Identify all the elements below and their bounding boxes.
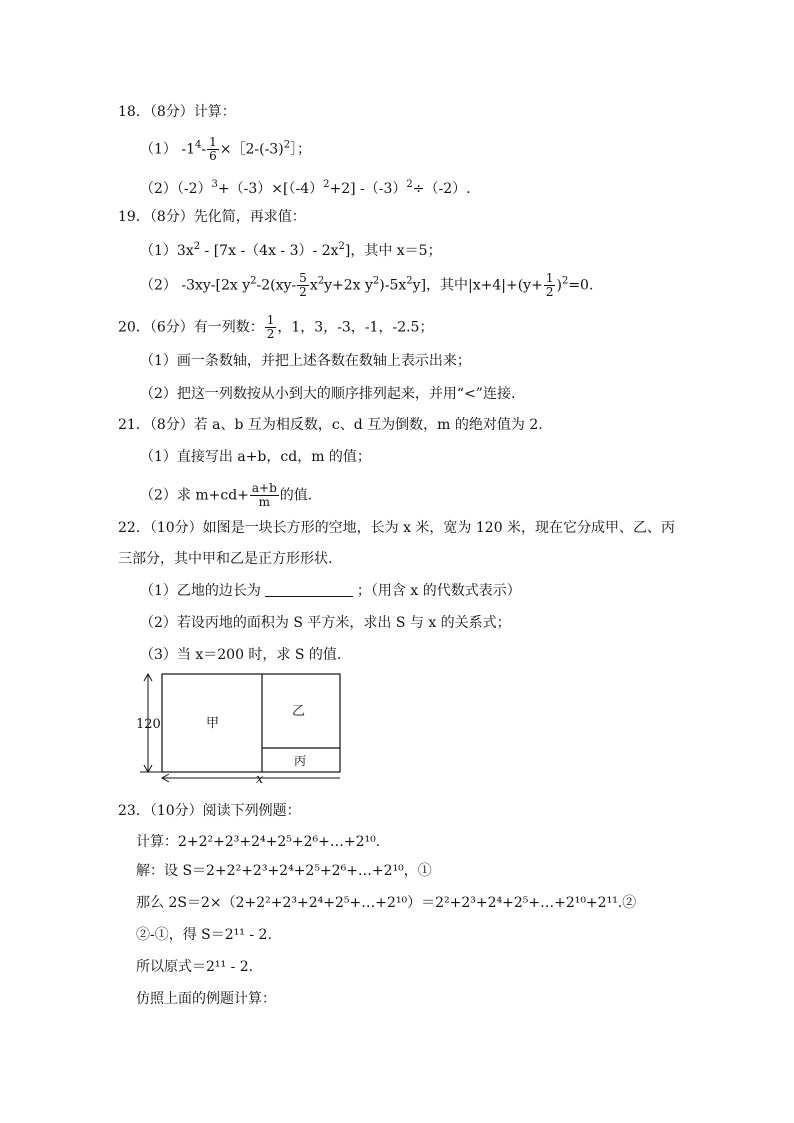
q18-p2-text-b: +（-3）×[（-4） [217, 181, 324, 197]
q19-part2 [140, 272, 593, 299]
q21-frac-numerator: a+b [251, 481, 277, 495]
q18-p1-frac-numerator: 1 [209, 135, 217, 149]
q22-p1-text-a: （1）乙地的边长为 [140, 583, 261, 599]
label-yi: 乙 [292, 704, 306, 719]
q19-part1 [140, 238, 442, 260]
q21-frac-denominator: m [258, 495, 271, 509]
label-jia: 甲 [206, 716, 220, 731]
q22-heading-line2: 三部分，其中甲和乙是正方形形状. [118, 551, 333, 567]
q19-p2-text-d: y+2x y [324, 277, 373, 294]
q19-p2-text-f: y]，其中|x+4|+(y+ [412, 277, 543, 294]
q19-p2-frac-denominator: 2 [299, 285, 307, 299]
q19-p2-text-b: -2(xy- [256, 277, 297, 294]
q21-p2-fraction [250, 482, 279, 509]
q21-p2-text-b: 的值. [279, 487, 313, 504]
outer-rectangle [162, 674, 340, 772]
q19-p2-exponent-4: 2 [406, 275, 413, 287]
q18-part2 [140, 176, 471, 198]
q22-part3: （3）当 x＝200 时，求 S 的值. [140, 647, 342, 663]
q18-p2-exponent-2: 2 [323, 179, 330, 190]
q19-p1-exponent-1: 2 [193, 241, 201, 252]
q19-p2-frac2-numerator: 1 [545, 271, 554, 285]
q18-p2-text-d: ÷（-2）. [412, 181, 471, 197]
q18-p1-fraction [207, 136, 219, 163]
q23-solution-line5: 仿照上面的例题计算： [136, 991, 276, 1007]
q18-p2-exponent-1: 3 [211, 179, 218, 190]
q20-part1: （1）画一条数轴，并把上述各数在数轴上表示出来； [140, 353, 471, 369]
q18-heading: 18．（8分）计算： [118, 104, 236, 120]
q18-p1-exponent: 4 [195, 139, 202, 151]
q22-p1-text-b: ；（用含 x 的代数式表示） [356, 583, 521, 599]
rectangle-diagram [134, 668, 346, 786]
q20-part2: （2）把这一列数按从小到大的顺序排列起来，并用“<”连接. [140, 386, 516, 402]
q20-head-text-a: 20．（6分）有一列数： [118, 319, 264, 336]
q22-part2: （2）若设丙地的面积为 S 平方米，求出 S 与 x 的关系式； [140, 615, 511, 631]
label-width-x: x [256, 772, 264, 787]
q20-head-fraction [265, 314, 277, 341]
q21-heading: 21．（8分）若 a、b 互为相反数，c、d 互为倒数，m 的绝对值为 2. [118, 417, 543, 433]
q18-p2-text-c: +2] -（-3） [329, 181, 407, 197]
q19-p2-exponent-2: 2 [317, 275, 325, 287]
q23-calc-line: 计算：2+2²+2³+2⁴+2⁵+2⁶+…+2¹⁰. [136, 834, 381, 850]
q22-figure [134, 668, 346, 786]
q18-p2-exponent-3: 2 [406, 179, 413, 190]
q19-p2-text-e: )-5x [379, 277, 407, 294]
q21-part1: （1）直接写出 a+b，cd，m 的值； [140, 449, 371, 465]
answer-blank[interactable] [265, 582, 353, 597]
q19-p2-fraction [297, 272, 309, 299]
q19-p2-exponent-5: 2 [561, 275, 569, 287]
q18-p1-text-b: ×［2-(-3) [219, 141, 284, 158]
q18-p1-frac-denominator: 6 [209, 149, 217, 163]
q19-p1-text-a: （1）3x [140, 243, 194, 259]
q19-p2-text-a: （2） -3xy-[2x y [140, 277, 251, 294]
q19-p2-text-h: =0. [568, 277, 594, 294]
q18-p1-exponent-2: 2 [283, 139, 291, 151]
q19-p2-frac2-denominator: 2 [545, 285, 554, 299]
q23-solution-line3: ②-①，得 S＝2¹¹ - 2. [136, 927, 272, 943]
q20-frac-denominator: 2 [266, 327, 275, 341]
q19-p2-text-c: x [309, 277, 318, 294]
q18-part1 [140, 136, 311, 163]
label-height-120: 120 [136, 717, 161, 732]
q19-p2-text-g: ) [556, 277, 562, 294]
q20-head-text-b: ，1，3，-3，-1，-2.5； [277, 319, 434, 336]
q22-part1 [140, 582, 521, 600]
q23-solution-line2: 那么 2S＝2×（2+2²+2³+2⁴+2⁵+…+2¹⁰）＝2²+2³+2⁴+2⁵+…+2¹⁰+2¹¹.② [136, 895, 637, 911]
q18-p1-minus: - [201, 141, 207, 158]
q23-solution-line1: 解：设 S＝2+2²+2³+2⁴+2⁵+2⁶+…+2¹⁰，① [136, 863, 432, 879]
q19-p2-fraction-2 [544, 272, 556, 299]
label-bing: 丙 [294, 754, 307, 768]
q18-p2-text-a: （2）（-2） [140, 181, 212, 197]
q23-solution-line4: 所以原式＝2¹¹ - 2. [136, 959, 254, 975]
q19-p1-text-b: - [7x -（4x - 3）- 2x [200, 243, 339, 259]
q19-p2-frac-numerator: 5 [299, 271, 307, 285]
q19-p1-text-c: ]，其中 x＝5； [344, 243, 442, 259]
q19-heading: 19．（8分）先化简，再求值： [118, 209, 306, 225]
q22-heading-line1: 22．（10分）如图是一块长方形的空地，长为 x 米，宽为 120 米，现在它分成甲、乙、丙 [118, 520, 676, 536]
q19-p1-exponent-2: 2 [338, 241, 345, 252]
q21-p2-text-a: （2）求 m+cd+ [140, 487, 249, 504]
q23-heading: 23．（10分）阅读下列例题： [118, 803, 301, 819]
q21-part2 [140, 482, 312, 509]
q19-p2-exponent-3: 2 [372, 275, 380, 287]
q18-p1-text-a: （1） -1 [140, 141, 195, 158]
q18-p1-text-c: ］； [290, 141, 312, 158]
q20-heading [118, 314, 433, 341]
q20-frac-numerator: 1 [266, 313, 275, 327]
q19-p2-exponent-1: 2 [250, 275, 257, 287]
